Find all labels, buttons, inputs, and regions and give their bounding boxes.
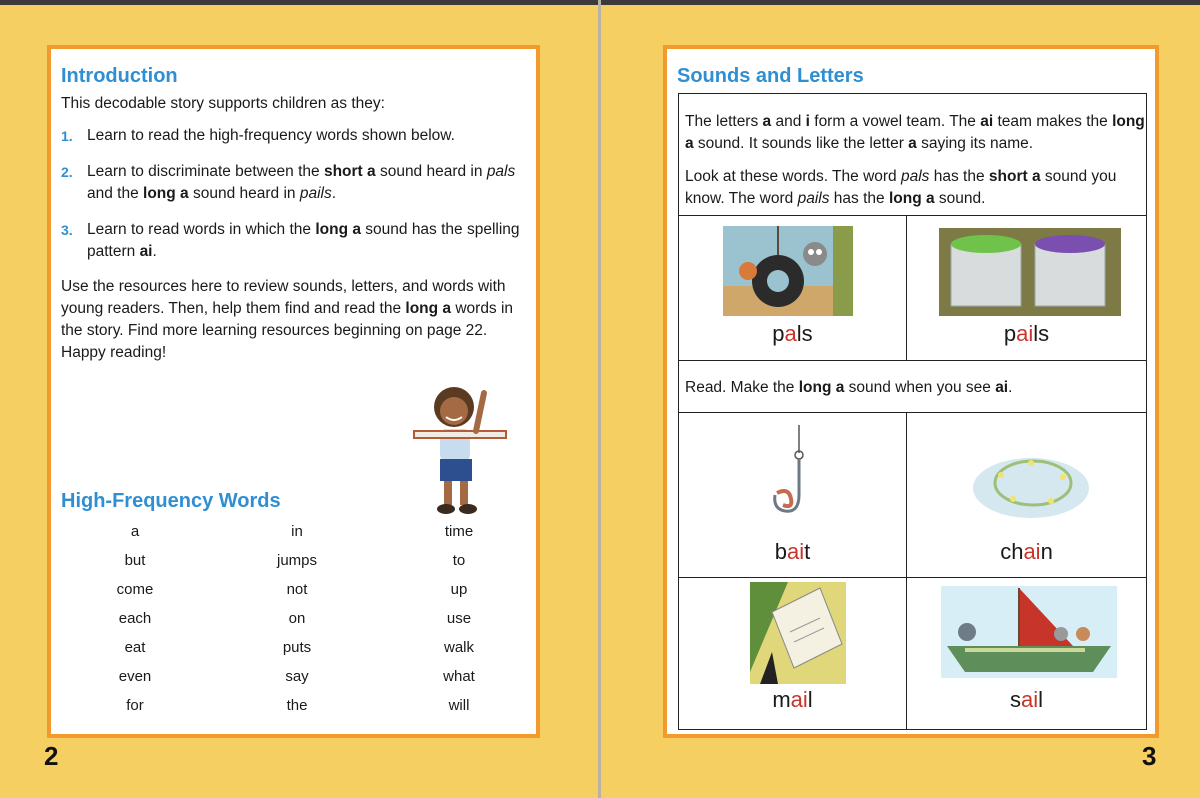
word-card-sail (906, 577, 1147, 730)
hfw-word: up (450, 581, 468, 598)
instruction-box (678, 360, 1147, 413)
resources-text: Use the resources here to review sounds, letters, and words with young readers. Then, help them find and read the long a words in the story. Find more learning resources beginning on page 22. Happy reading! (61, 278, 514, 361)
hfw-word: in (291, 523, 303, 540)
word-card-mail (678, 577, 907, 730)
word-chain: chain (1000, 539, 1053, 564)
read-instruction: Read. Make the long a sound when you see ai. (685, 379, 1013, 396)
word-card-pals (678, 215, 907, 361)
hfw-word: not (286, 581, 308, 598)
section-title: Sounds and Letters (677, 65, 864, 87)
hfw-word: for (126, 697, 144, 714)
hfw-word: on (288, 610, 306, 627)
chain-illustration (971, 443, 1091, 523)
child-illustration (406, 379, 511, 519)
hfw-word: jumps (276, 552, 317, 569)
page-number-right: 3 (1142, 741, 1157, 771)
hfw-word: to (452, 552, 466, 569)
hfw-word: eat (124, 639, 146, 656)
hfw-word: but (124, 552, 146, 569)
right-page (663, 45, 1159, 738)
word-pails: pails (1003, 321, 1050, 346)
explanation-para-1: The letters a and i form a vowel team. The ai team makes the long a sound. It sounds like the letter a saying its name. (685, 113, 1145, 152)
goal-item: 1. Learn to read the high-frequency words shown below. (61, 127, 455, 144)
goal-item: 3. Learn to read words in which the long a sound has the spelling pattern ai. (61, 221, 520, 260)
goals-list (61, 125, 531, 277)
word-card-bait (678, 412, 907, 578)
word-mail: mail (772, 687, 813, 712)
word-card-pails (906, 215, 1147, 361)
word-pals: pals (772, 321, 813, 346)
hfw-word: what (443, 668, 475, 685)
word-card-chain (906, 412, 1147, 578)
explanation-para-2: Look at these words. The word pals has the short a sound you know. The word pails has the long a sound. (685, 168, 1117, 207)
word-bait: bait (774, 539, 811, 564)
hfw-word: come (116, 581, 154, 598)
book-spine (598, 0, 601, 798)
hfw-word: each (118, 610, 152, 627)
hfw-word: even (118, 668, 152, 685)
explanation-box (678, 93, 1147, 216)
intro-text: This decodable story supports children as they: (61, 95, 385, 112)
word-sail: sail (1009, 687, 1043, 712)
hfw-word: walk (443, 639, 474, 656)
mail-illustration (750, 582, 846, 684)
pails-illustration (939, 228, 1121, 316)
pals-illustration (723, 226, 853, 316)
page-number-left: 2 (44, 741, 59, 771)
goal-item: 2. Learn to discriminate between the short a sound heard in pals and the long a sound heard in pails. (61, 163, 516, 202)
hfw-word: will (448, 697, 470, 714)
intro-title: Introduction (61, 65, 178, 87)
hfw-word: say (285, 668, 309, 685)
hfw-word: a (130, 523, 140, 540)
hfw-title: High-Frequency Words (61, 490, 281, 512)
hfw-word: the (286, 697, 308, 714)
bait-illustration (763, 425, 823, 525)
hfw-word: time (444, 523, 474, 540)
hfw-word: use (446, 610, 472, 627)
hfw-word: puts (282, 639, 312, 656)
sail-illustration (941, 586, 1117, 678)
left-page (47, 45, 540, 738)
